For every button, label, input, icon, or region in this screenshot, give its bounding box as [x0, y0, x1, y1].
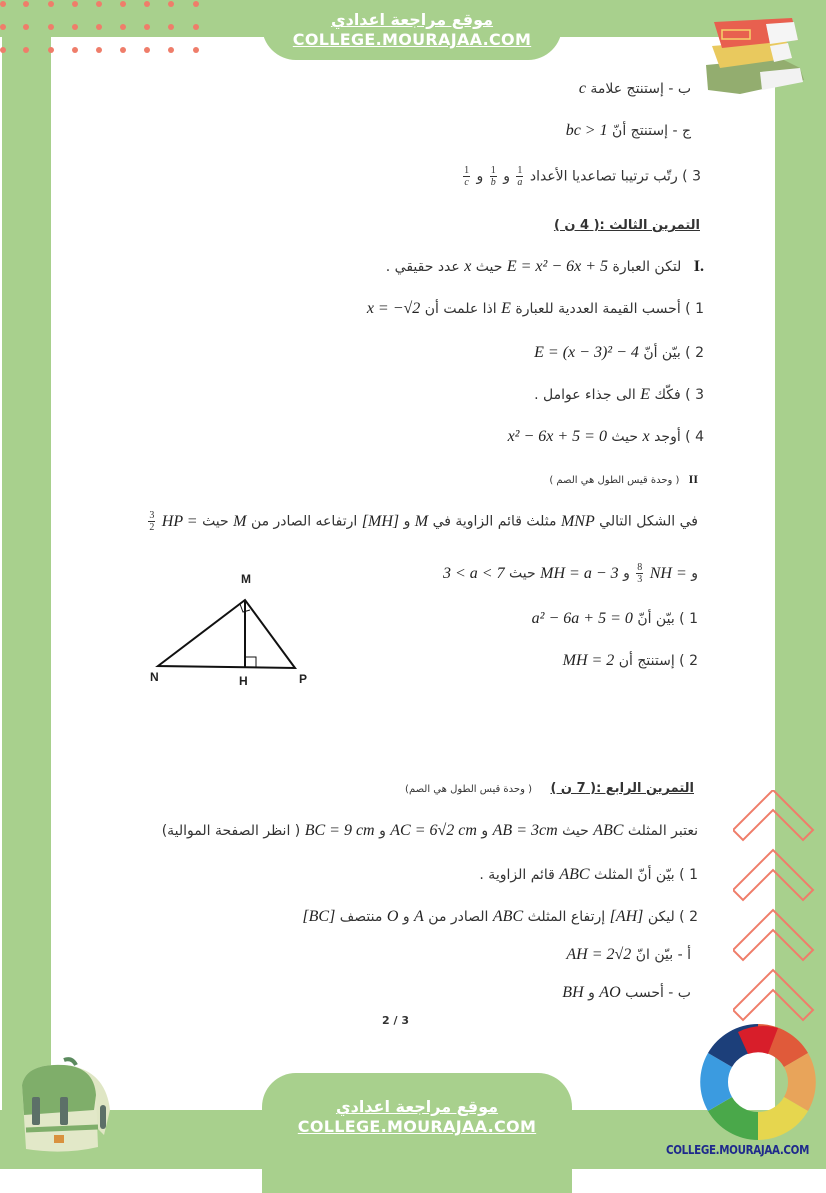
NH-value: NH = — [649, 564, 687, 582]
a-range: 3 < a < 7 — [443, 564, 505, 582]
ex3-q2 — [534, 344, 704, 362]
ex3-q1 — [367, 300, 704, 318]
ex3-q1-var: E — [501, 300, 511, 317]
text: قائم الزاوية . — [479, 867, 555, 883]
footer-site-name[interactable]: موقع مراجعة اعدادي — [335, 1097, 499, 1116]
ex3-intro-text-b: حيث — [475, 259, 503, 275]
ex2-q3 — [461, 165, 701, 188]
point-M: M — [233, 512, 247, 530]
ex3-part2-q2-math: MH = 2 — [562, 652, 615, 669]
page-number: 2 / 3 — [382, 1014, 409, 1027]
AB-value: AB = 3cm — [492, 822, 558, 839]
HP-value: HP = — [161, 512, 198, 530]
ex3-var-x: x — [464, 258, 472, 275]
ex2-c-text: ج - إستنتج أنّ — [612, 123, 691, 139]
text: و — [403, 513, 411, 530]
text: 1 ) بيّن أنّ المثلث — [594, 867, 698, 883]
fraction-1-over-a: $\frac{1}{a}$ — [517, 165, 523, 188]
vertex-label-M: M — [241, 572, 251, 586]
ex3-part2-q1-math: a² − 6a + 5 = 0 — [531, 610, 633, 627]
triangle-ABC: ABC — [492, 908, 524, 925]
text: مثلث قائم الزاوية في — [432, 513, 557, 530]
brand-logo-text[interactable]: COLLEGE.MOURAJAA.COM — [666, 1143, 810, 1157]
ex3-q2-math: E = (x − 3)² − 4 — [534, 344, 639, 361]
ex3-q3-var: E — [640, 386, 651, 403]
fraction-8-over-3: $\frac{8}{3}$ — [637, 562, 643, 585]
ex3-part2-q2 — [563, 652, 698, 670]
and-word: و — [476, 168, 484, 185]
text: إرتفاع المثلث — [527, 909, 606, 925]
fraction-1-over-c: $\frac{1}{c}$ — [464, 165, 470, 188]
ex3-q4-math: x² − 6x + 5 = 0 — [507, 428, 607, 445]
ex3-q4-var: x — [642, 428, 650, 445]
ex3-part1-marker: I. — [693, 258, 704, 275]
header-site-url[interactable]: COLLEGE.MOURAJAA.COM — [292, 30, 532, 49]
ex3-part1-intro — [386, 258, 704, 276]
ex3-q3 — [534, 386, 704, 404]
text: و — [691, 565, 698, 582]
segment-BH: BH — [562, 984, 584, 1001]
ex3-expression-E: E = x² − 6x + 5 — [506, 258, 609, 275]
text: نعتبر المثلث — [627, 823, 698, 839]
footer-site-banner[interactable] — [262, 1073, 572, 1193]
point-M: M — [414, 512, 429, 530]
footer-site-url[interactable]: COLLEGE.MOURAJAA.COM — [297, 1117, 537, 1136]
vertex-label-N: N — [150, 670, 159, 684]
ex4-intro — [162, 822, 698, 840]
text: حيث — [562, 823, 589, 839]
ex3-part2-q1 — [532, 610, 698, 628]
triangle-ABC: ABC — [593, 822, 624, 839]
ex3-unit-note: ( وحدة قيس الطول هي الصم ) — [549, 475, 680, 486]
text: في الشكل التالي — [599, 513, 698, 530]
see-next-page-note: ( انظر الصفحة الموالية) — [161, 823, 301, 839]
ex2-b-text: ب - إستنتج علامة — [590, 81, 691, 97]
ex4-q2a — [566, 946, 691, 964]
text: حيث — [202, 513, 229, 530]
ex2-c-math: bc > 1 — [565, 122, 608, 139]
header-site-name[interactable]: موقع مراجعة اعدادي — [330, 10, 494, 29]
exercise4-header — [405, 780, 694, 796]
header-site-banner[interactable] — [262, 0, 562, 60]
ex3-q2-text: 2 ) بيّن أنّ — [643, 345, 704, 361]
backpack-icon — [14, 1055, 114, 1155]
subjects-wheel-logo-icon — [696, 1022, 820, 1142]
exercise3-title: التمرين الثالث :( 4 ن ) — [553, 218, 700, 233]
segment-BC: [BC] — [302, 908, 336, 925]
ex3-part2-intro2 — [443, 562, 698, 585]
AH-value: AH = 2√2 — [566, 946, 632, 963]
ex4-unit-note: ( وحدة قيس الطول هي الصم) — [405, 784, 533, 795]
text: و — [588, 985, 595, 1001]
fraction-1-over-b: $\frac{1}{b}$ — [490, 165, 496, 188]
text: و — [379, 823, 386, 839]
ex4-q2 — [302, 908, 698, 926]
text: و — [481, 823, 489, 839]
segment-MH: [MH] — [361, 512, 400, 530]
ex3-q4-text-b: حيث — [611, 429, 639, 445]
triangle-MNP-figure — [148, 570, 318, 695]
books-stack-icon — [700, 10, 810, 95]
text: الصادر من — [428, 909, 489, 925]
ex2-q3-text: 3 ) رتّب ترتيبا تصاعديا الأعداد — [529, 168, 701, 185]
ex3-q1-math: x = −√2 — [366, 300, 421, 317]
ex3-q4 — [508, 428, 704, 446]
triangle-ABC: ABC — [559, 866, 590, 883]
point-O: O — [386, 908, 399, 925]
ex2-item-c — [566, 122, 691, 140]
ex3-part2-marker: II — [688, 472, 698, 486]
ex3-q3-text-a: 3 ) فكّك — [654, 387, 704, 403]
chevron-up-decor-icon — [733, 790, 823, 1030]
ex4-q2b — [562, 984, 691, 1002]
text: ارتفاعه الصادر من — [250, 513, 358, 530]
ex2-b-math: c — [578, 80, 586, 97]
point-A: A — [414, 908, 424, 925]
text: ب - أحسب — [625, 985, 691, 1001]
AC-value: AC = 6√2 cm — [390, 822, 477, 839]
text: 2 ) ليكن — [647, 909, 698, 925]
ex3-q3-text-b: الى جذاء عوامل . — [534, 387, 636, 403]
ex3-q4-text-a: 4 ) أوجد — [654, 429, 704, 445]
exercise4-title: التمرين الرابع :( 7 ن ) — [550, 781, 694, 796]
left-frame-bar — [2, 0, 51, 1169]
BC-value: BC = 9 cm — [304, 822, 375, 839]
vertex-label-P: P — [299, 672, 308, 686]
ex3-q1-text-b: اذا علمت أن — [424, 301, 497, 317]
text: و — [402, 909, 410, 925]
fraction-3-over-2: $\frac{3}{2}$ — [149, 510, 155, 533]
ex3-intro-text-a: لتكن العبارة — [612, 259, 682, 275]
text: 2 ) إستنتج أن — [618, 653, 698, 669]
triangle-MNP: MNP — [560, 512, 595, 530]
text: منتصف — [339, 909, 383, 925]
decorative-dot-grid — [0, 0, 210, 56]
ex3-part2-header — [549, 472, 698, 487]
text: حيث — [509, 565, 536, 582]
ex4-q1 — [479, 866, 698, 884]
text: و — [623, 565, 630, 582]
ex2-item-b — [579, 80, 691, 98]
ex3-intro-text-c: عدد حقيقي . — [385, 259, 460, 275]
ex3-q1-text-a: 1 ) أحسب القيمة العددية للعبارة — [515, 301, 704, 317]
ex3-part2-intro1 — [146, 510, 698, 533]
and-word: و — [503, 168, 510, 185]
segment-AO: AO — [599, 984, 621, 1001]
segment-AH: [AH] — [609, 908, 644, 925]
text: أ - بيّن انّ — [635, 947, 691, 963]
text: 1 ) بيّن أنّ — [637, 611, 698, 627]
MH-value: MH = a − 3 — [540, 564, 619, 582]
vertex-label-H: H — [239, 674, 248, 688]
